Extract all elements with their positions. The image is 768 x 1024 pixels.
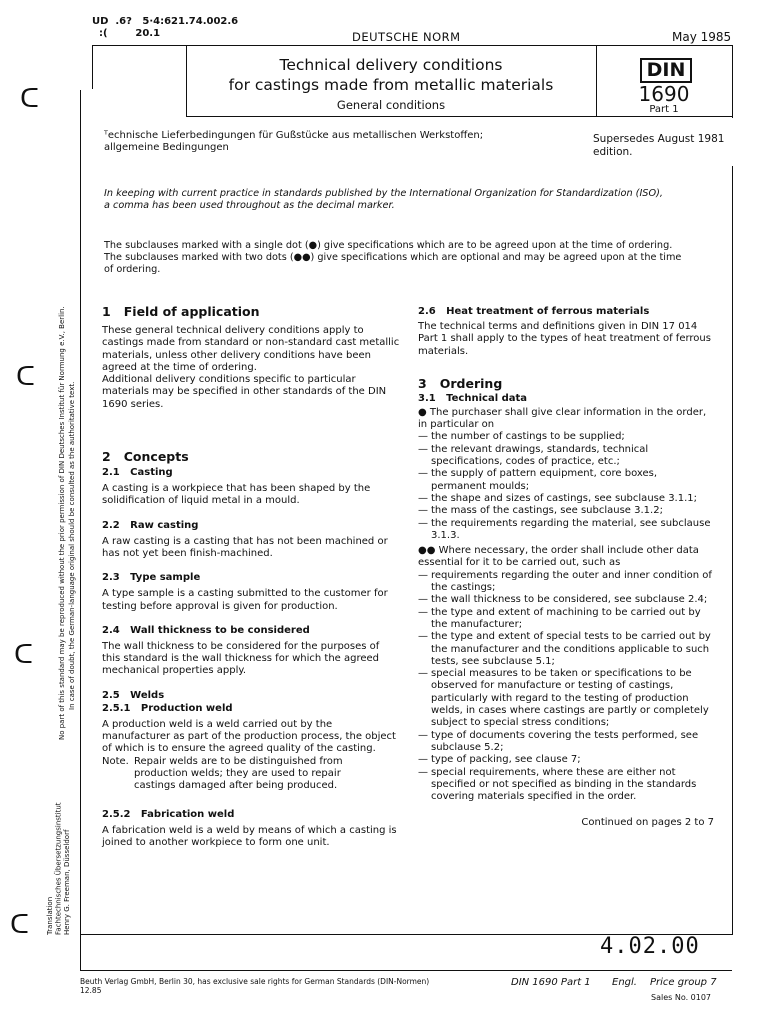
supersedes-1: Supersedes August 1981 (593, 133, 725, 145)
list-dash: — (418, 569, 428, 581)
section-3-1-intro-2: ●● Where necessary, the order shall include other data essential for it to be carried out, such as (418, 545, 699, 569)
udc-line-1: UD .6? ⁠5·4:621.74.002.6 (92, 16, 239, 27)
order-info-list (418, 431, 714, 542)
list-dash: — (418, 766, 428, 778)
list-item-text: the shape and sizes of castings, see subclause 3.1.1; (431, 492, 698, 504)
list-item-text: the wall thickness to be considered, see subclause 2.4; (431, 594, 708, 606)
iso-note-2: a comma has been used throughout as the decimal marker. (104, 200, 395, 211)
bottom-rule (80, 970, 732, 971)
din-part: Part 1 (649, 104, 679, 115)
list-item-text: the relevant drawings, standards, technical specifications, codes of practice, etc.; (431, 443, 649, 468)
footer-publisher: Beuth Verlag GmbH, Berlin 30, has exclusive sale rights for German Standards (DIN-Normen) (80, 977, 430, 986)
left-column (102, 304, 400, 849)
list-item (418, 444, 714, 469)
list-item-text: the requirements regarding the material, see subclause 3.1.3. (431, 517, 711, 541)
list-dash: — (418, 492, 428, 504)
norm-label: DEUTSCHE NORM (352, 30, 461, 44)
handwritten-code: 4.02.00 (600, 934, 700, 959)
list-item-text: special requirements, where these are either not specified or not specified as binding in the standards covering materials specified in the order. (431, 766, 697, 803)
section-1-heading: 1 Field of application (102, 304, 260, 319)
din-logo: DIN (640, 58, 692, 83)
translation-institute: Fachtechnisches Übersetzungsinstitut (54, 802, 63, 935)
section-1-para-2: Additional delivery conditions specific to particular materials may be specified in other standards of the DIN 1690 series. (102, 374, 387, 410)
body-frame-left (80, 90, 81, 970)
binder-mark-2: ᑕ (16, 362, 35, 392)
list-dash: — (418, 431, 428, 443)
section-2-5-2-para: A fabrication weld is a weld by means of which a casting is joined to another workpiece to form one unit. (102, 824, 397, 848)
list-item-text: type of documents covering the tests performed, see subclause 5.2; (431, 729, 699, 753)
iso-note-1: In keeping with current practice in standards published by the International Organization for Standardization (ISO), (104, 188, 663, 199)
list-item (418, 668, 714, 729)
udc-line-2: :( 20.1 (92, 28, 161, 39)
section-2-2-para: A raw casting is a casting that has not been machined or has not yet been finish-machined. (102, 535, 388, 559)
section-3-heading: 3 Ordering (418, 375, 503, 391)
list-dash: — (418, 468, 428, 480)
copyright-line-1: No part of this standard may be reproduced without the prior permission of DIN Deutsches Institut für Normung e.V., Berlin. (58, 306, 66, 740)
list-dash: — (418, 594, 428, 606)
publication-date: May 1985 (672, 30, 732, 44)
dots-note-3: of ordering. (104, 264, 161, 275)
list-dash: — (418, 729, 428, 741)
list-dash: — (418, 517, 428, 529)
list-item (418, 468, 714, 493)
section-2-3-para: A type sample is a casting submitted to the customer for testing before approval is given for production. (102, 588, 388, 612)
binder-mark-1: ᑕ (20, 84, 39, 114)
note-label: Note. (102, 755, 129, 767)
section-2-2-heading: 2.2 Raw casting (102, 519, 199, 531)
section-2-3-heading: 2.3 Type sample (102, 572, 201, 584)
list-item (418, 594, 714, 606)
list-item (418, 730, 714, 755)
dots-note-1: The subclauses marked with a single dot (●) give specifications which are to be agreed upon at the time of ordering. (104, 240, 673, 251)
list-dash: — (418, 754, 428, 766)
right-column (418, 306, 714, 830)
section-1-para-1: These general technical delivery conditions apply to castings made from standard or non-standard cast metallic materials, unless other delivery conditions have been agreed at the time of ordering. (102, 325, 400, 373)
list-item (418, 570, 714, 595)
list-item-text: the type and extent of special tests to be carried out by the manufacturer and the conditions applicable to such tests, see subclause 5.1; (431, 631, 711, 667)
list-dash: — (418, 631, 428, 643)
translation-label: Translation (46, 896, 54, 935)
list-item (418, 607, 714, 632)
note-text: Repair welds are to be distinguished from production welds; they are used to repair castings damaged after being produced. (134, 755, 343, 792)
section-2-1-para: A casting is a workpiece that has been shaped by the solidification of liquid metal in a mould. (102, 483, 371, 507)
footer-reference: DIN 1690 Part 1 (511, 977, 591, 988)
title-line-1: Technical delivery conditions (279, 56, 503, 74)
title-line-3: General conditions (336, 98, 446, 112)
list-item-text: the number of castings to be supplied; (431, 431, 625, 443)
list-dash: — (418, 668, 428, 680)
copyright-notice (58, 280, 67, 740)
list-item-text: the type and extent of machining to be carried out by the manufacturer; (431, 606, 701, 630)
section-2-5-1-heading: 2.5.1 Production weld (102, 702, 233, 714)
list-item (418, 631, 714, 668)
list-item-text: requirements regarding the outer and inner condition of the castings; (431, 569, 712, 594)
list-item (418, 767, 714, 804)
optional-data-list (418, 570, 714, 804)
section-2-heading: 2 Concepts (102, 449, 189, 465)
footer-sales-no: Sales No. 0107 (651, 993, 712, 1002)
section-2-4-heading: 2.4 Wall thickness to be considered (102, 624, 310, 636)
section-2-4-para: The wall thickness to be considered for the purposes of this standard is the wall thickness for which the agreed mechanical properties apply. (102, 640, 380, 677)
section-2-6-heading: 2.6 Heat treatment of ferrous materials (418, 306, 650, 317)
dots-note-2: The subclauses marked with two dots (●●) give specifications which are optional and may be agreed upon at the time (104, 252, 682, 263)
list-item-text: type of packing, see clause 7; (431, 754, 581, 766)
section-2-1-heading: 2.1 Casting (102, 467, 173, 479)
list-dash: — (418, 606, 428, 618)
title-block-right-rule (596, 45, 597, 117)
list-dash: — (418, 443, 428, 455)
section-2-5-1-note (102, 756, 400, 793)
title-line-2: for castings made from metallic materials (228, 76, 554, 94)
translation-person: Henry G. Freeman, Düsseldorf (63, 829, 71, 935)
copyright-notice-2 (68, 280, 77, 710)
section-3-1-heading: 3.1 Technical data (418, 392, 528, 404)
translation-credit (46, 790, 72, 935)
section-2-5-heading: 2.5 Welds (102, 689, 165, 701)
title-block-left-rule (92, 45, 93, 89)
list-item (418, 754, 714, 766)
list-item-text: the mass of the castings, see subclause 3.1.2; (431, 505, 663, 517)
section-3-1-intro-1: ● The purchaser shall give clear information in the order, in particular on (418, 406, 707, 431)
copyright-line-2: In case of doubt, the German-language original should be consulted as the authoritative text. (68, 381, 76, 710)
list-item (418, 493, 714, 505)
german-title-2: allgemeine Bedingungen (104, 142, 229, 153)
footer-date: 12.85 (80, 986, 102, 995)
list-dash: — (418, 505, 428, 517)
section-2-5-2-heading: 2.5.2 Fabrication weld (102, 808, 235, 820)
section-2-6-para: The technical terms and definitions given in DIN 17 014 Part 1 shall apply to the types of heat treatment of ferrous materials. (418, 321, 711, 357)
german-title-1: ᵀechnische Lieferbedingungen für Gußstücke aus metallischen Werkstoffen; (104, 130, 484, 141)
list-item (418, 431, 714, 443)
list-item-text: special measures to be taken or specifications to be observed for manufacture or testing of castings, particularly with regard to the testing of production welds, in cases where castings are partly or completely subject to special stress conditions; (431, 668, 709, 729)
supersedes-2: edition. (593, 146, 633, 158)
list-item (418, 505, 714, 517)
section-2-5-1-para: A production weld is a weld carried out by the manufacturer as part of the production process, the object of which is to ensure the agreed quality of the casting. (102, 718, 396, 755)
list-item (418, 518, 714, 543)
footer-language: Engl. (612, 977, 637, 988)
continued-note: Continued on pages 2 to 7 (581, 817, 714, 829)
binder-mark-4: ᑕ (10, 910, 29, 940)
list-item-text: the supply of pattern equipment, core boxes, permanent moulds; (431, 468, 658, 492)
din-number: 1690 (638, 82, 690, 106)
footer-price-group: Price group 7 (650, 977, 717, 988)
title-block-bottom-rule (186, 116, 732, 117)
binder-mark-3: ᑕ (14, 640, 33, 670)
